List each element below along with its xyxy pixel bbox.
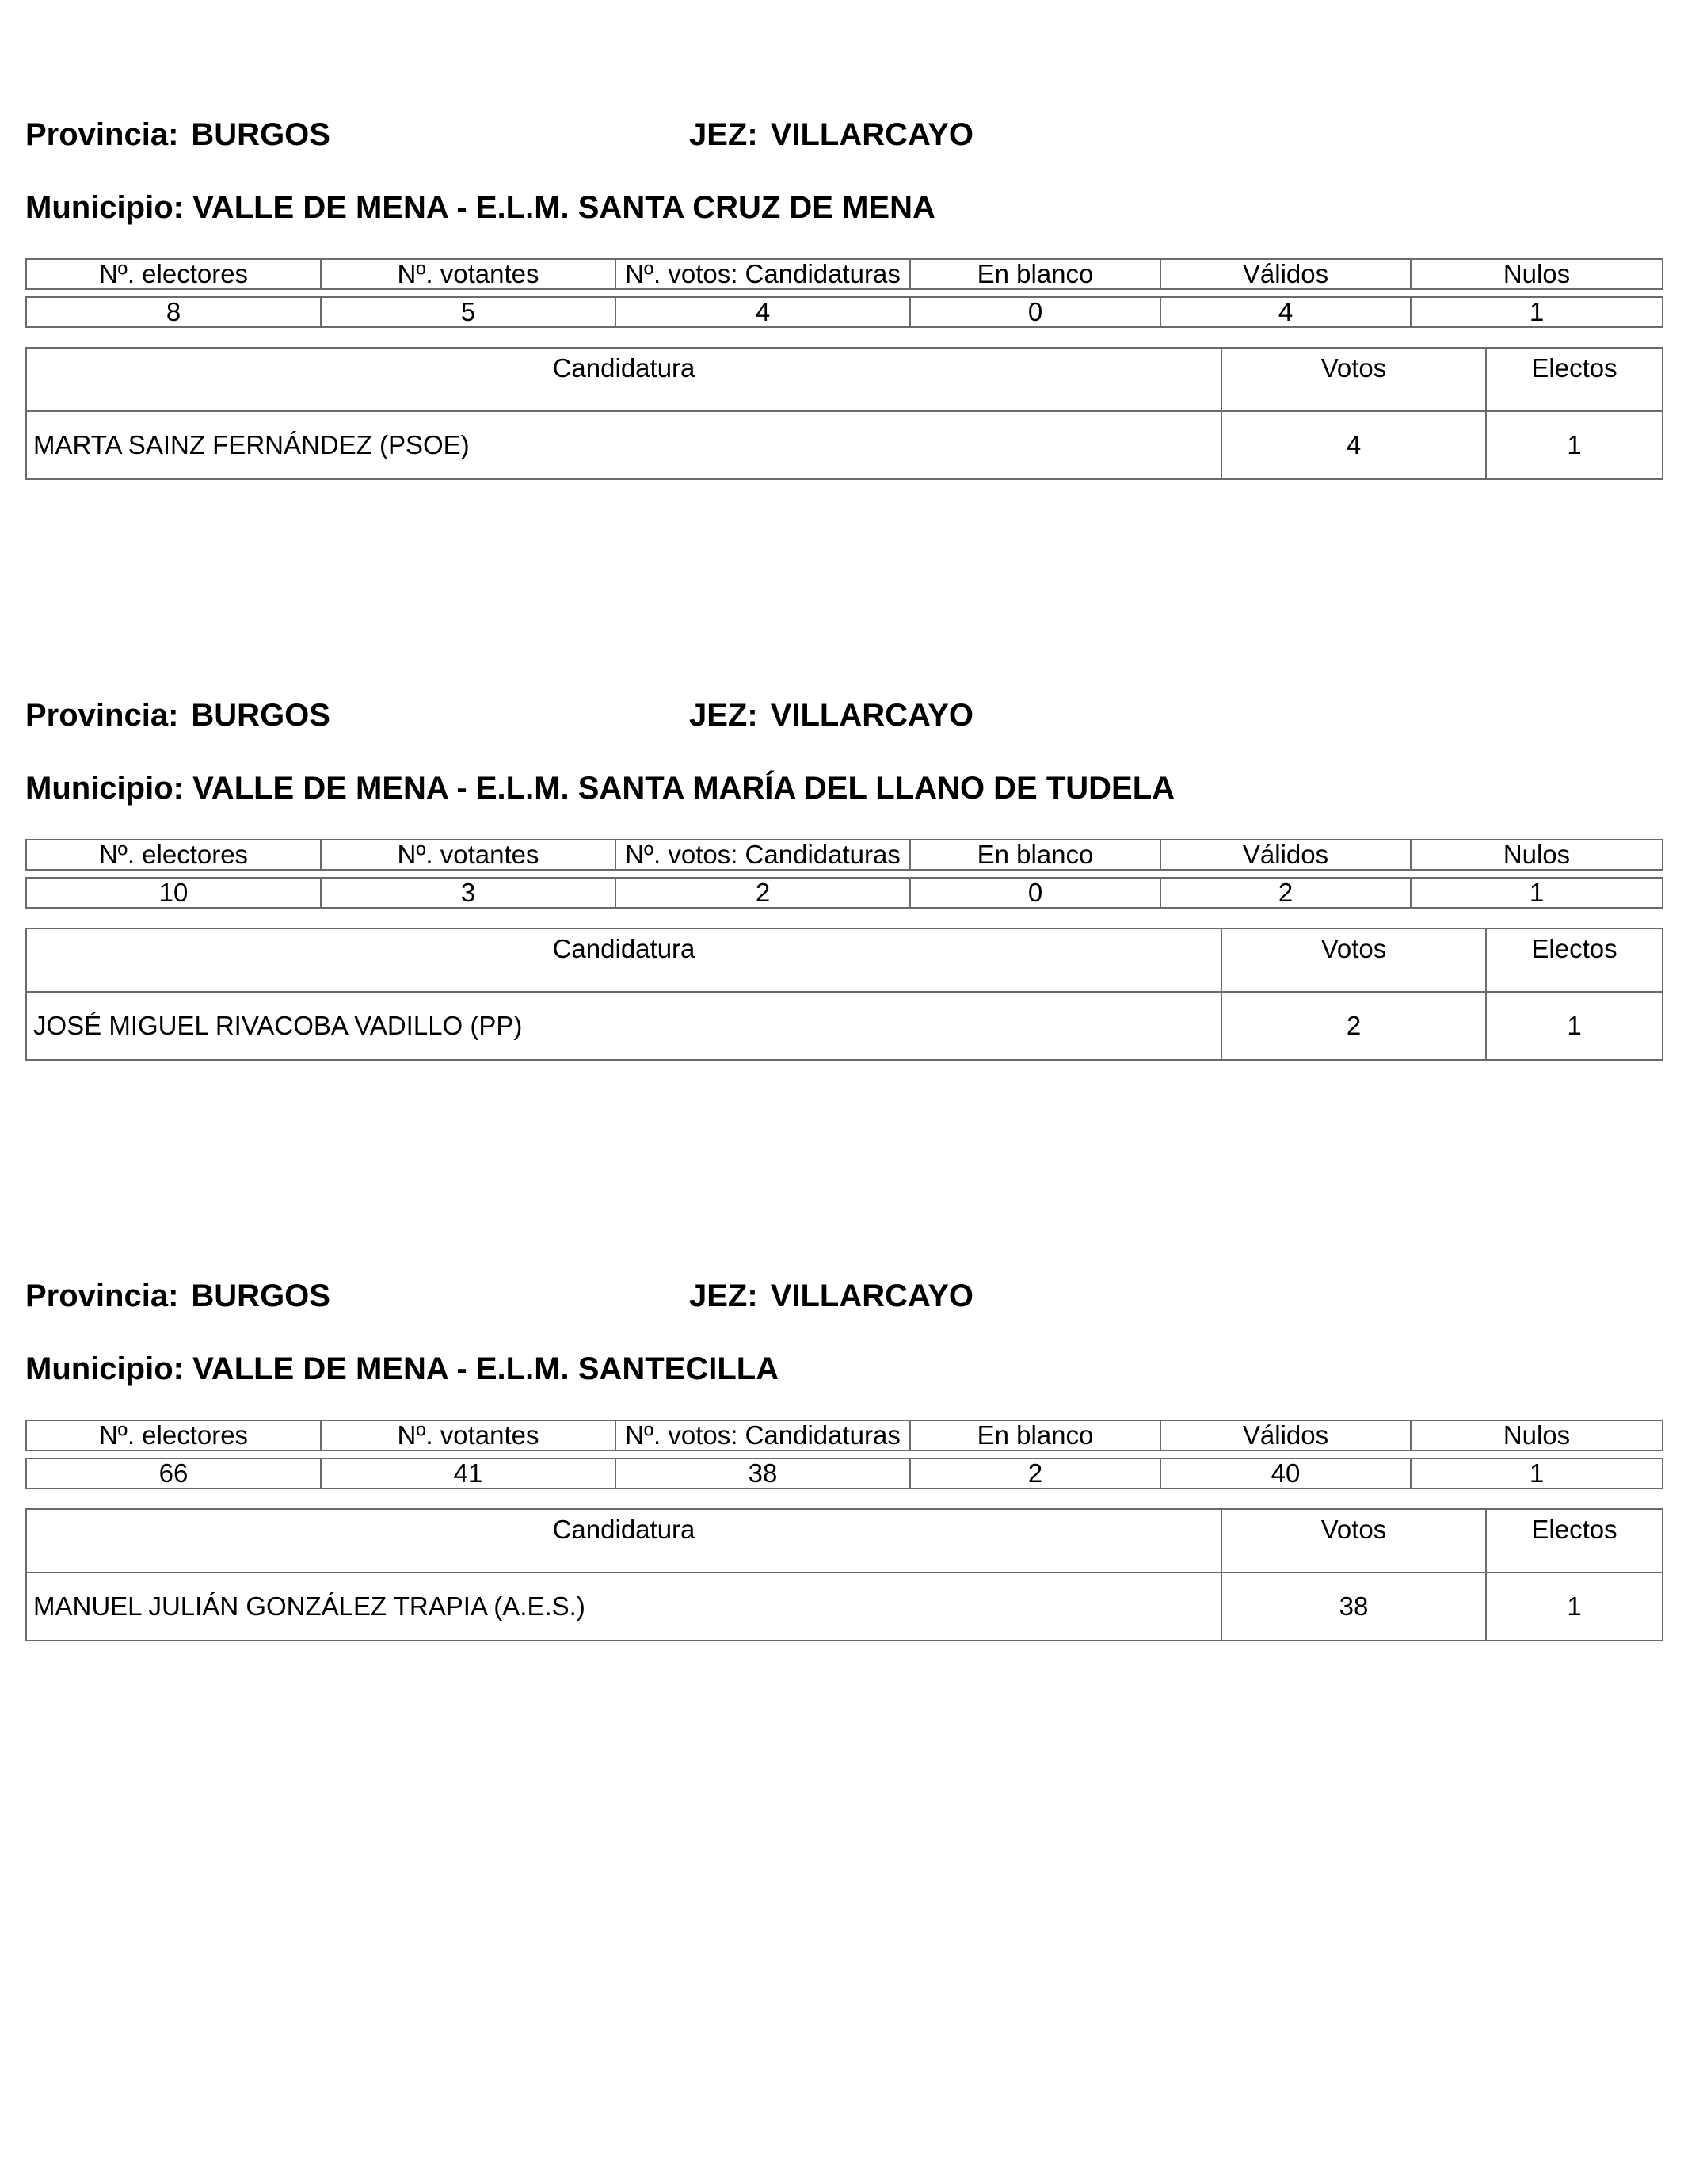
candidate-votos: 4	[1221, 411, 1486, 479]
candidatura-header: Candidatura	[26, 348, 1221, 411]
stats-value-cell: 8	[26, 297, 321, 327]
stats-header-cell: Nulos	[1411, 840, 1663, 870]
jez-label: JEZ:	[689, 117, 758, 152]
provincia-value: BURGOS	[191, 117, 330, 152]
candidate-name: MANUEL JULIÁN GONZÁLEZ TRAPIA (A.E.S.)	[26, 1572, 1221, 1641]
candidatura-header-row	[26, 1509, 1663, 1572]
stats-table	[25, 839, 1663, 909]
jez-line	[689, 117, 973, 152]
municipio-value: VALLE DE MENA - E.L.M. SANTA MARÍA DEL LLANO DE TUDELA	[192, 771, 1175, 806]
stats-header-cell: Nº. votantes	[321, 1420, 615, 1450]
stats-value-cell: 10	[26, 878, 321, 908]
votos-header: Votos	[1221, 928, 1486, 992]
provincia-label: Provincia:	[25, 1279, 179, 1313]
stats-header-cell: Nº. votantes	[321, 840, 615, 870]
candidate-electos: 1	[1486, 1572, 1663, 1641]
candidatura-row	[26, 1572, 1663, 1641]
stats-header-cell: En blanco	[910, 1420, 1160, 1450]
stats-header-cell: En blanco	[910, 840, 1160, 870]
candidate-electos: 1	[1486, 411, 1663, 479]
candidate-electos: 1	[1486, 992, 1663, 1060]
candidate-votos: 38	[1221, 1572, 1486, 1641]
stats-header-cell: Nº. votantes	[321, 259, 615, 289]
stats-value-cell: 1	[1411, 1458, 1663, 1488]
stats-header-cell: Nº. votos: Candidaturas	[615, 840, 910, 870]
stats-header-cell: Válidos	[1160, 1420, 1411, 1450]
municipio-value: VALLE DE MENA - E.L.M. SANTA CRUZ DE MENA	[192, 190, 935, 225]
candidatura-table	[25, 347, 1663, 480]
stats-header-cell: En blanco	[910, 259, 1160, 289]
provincia-label: Provincia:	[25, 698, 179, 733]
candidatura-row	[26, 411, 1663, 479]
provincia-line	[25, 698, 330, 733]
electos-header: Electos	[1486, 348, 1663, 411]
stats-value-cell: 2	[1160, 878, 1411, 908]
jez-value: VILLARCAYO	[770, 117, 974, 152]
stats-value-cell: 4	[615, 297, 910, 327]
stats-header-cell: Válidos	[1160, 259, 1411, 289]
stats-header-cell: Nº. electores	[26, 1420, 321, 1450]
candidatura-header: Candidatura	[26, 1509, 1221, 1572]
candidatura-header-row	[26, 928, 1663, 992]
stats-value-row	[26, 878, 1663, 908]
provincia-value: BURGOS	[191, 1279, 330, 1313]
stats-value-cell: 1	[1411, 878, 1663, 908]
stats-table	[25, 1420, 1663, 1489]
candidatura-table	[25, 928, 1663, 1061]
municipio-line	[25, 771, 1175, 806]
electos-header: Electos	[1486, 928, 1663, 992]
results-section-1	[25, 117, 1662, 497]
stats-value-cell: 40	[1160, 1458, 1411, 1488]
stats-header-cell: Nulos	[1411, 259, 1663, 289]
results-section-3	[25, 1279, 1662, 1659]
stats-value-cell: 41	[321, 1458, 615, 1488]
votos-header: Votos	[1221, 348, 1486, 411]
provincia-line	[25, 1279, 330, 1313]
stats-header-cell: Nº. votos: Candidaturas	[615, 1420, 910, 1450]
provincia-label: Provincia:	[25, 117, 179, 152]
stats-value-cell: 5	[321, 297, 615, 327]
stats-value-cell: 66	[26, 1458, 321, 1488]
votos-header: Votos	[1221, 1509, 1486, 1572]
provincia-value: BURGOS	[191, 698, 330, 733]
candidatura-row	[26, 992, 1663, 1060]
candidate-votos: 2	[1221, 992, 1486, 1060]
stats-value-cell: 1	[1411, 297, 1663, 327]
municipio-label: Municipio:	[25, 1351, 184, 1386]
stats-value-cell: 4	[1160, 297, 1411, 327]
stats-header-row	[26, 1420, 1663, 1450]
municipio-line	[25, 190, 935, 225]
candidate-name: JOSÉ MIGUEL RIVACOBA VADILLO (PP)	[26, 992, 1221, 1060]
candidatura-header: Candidatura	[26, 928, 1221, 992]
municipio-line	[25, 1351, 779, 1386]
jez-value: VILLARCAYO	[770, 1279, 974, 1313]
candidatura-header-row	[26, 348, 1663, 411]
stats-value-cell: 38	[615, 1458, 910, 1488]
stats-header-cell: Nulos	[1411, 1420, 1663, 1450]
stats-header-row	[26, 259, 1663, 289]
provincia-line	[25, 117, 330, 152]
stats-header-cell: Válidos	[1160, 840, 1411, 870]
jez-value: VILLARCAYO	[770, 698, 974, 733]
stats-value-cell: 0	[910, 297, 1160, 327]
municipio-label: Municipio:	[25, 190, 184, 225]
stats-header-row	[26, 840, 1663, 870]
stats-value-cell: 2	[910, 1458, 1160, 1488]
stats-value-row	[26, 1458, 1663, 1488]
stats-header-cell: Nº. electores	[26, 259, 321, 289]
jez-label: JEZ:	[689, 698, 758, 733]
jez-line	[689, 698, 973, 733]
stats-table	[25, 258, 1663, 328]
candidatura-table	[25, 1508, 1663, 1641]
stats-header-cell: Nº. votos: Candidaturas	[615, 259, 910, 289]
municipio-label: Municipio:	[25, 771, 184, 806]
stats-header-cell: Nº. electores	[26, 840, 321, 870]
electos-header: Electos	[1486, 1509, 1663, 1572]
stats-value-cell: 3	[321, 878, 615, 908]
stats-value-row	[26, 297, 1663, 327]
stats-value-cell: 2	[615, 878, 910, 908]
candidate-name: MARTA SAINZ FERNÁNDEZ (PSOE)	[26, 411, 1221, 479]
jez-label: JEZ:	[689, 1279, 758, 1313]
stats-value-cell: 0	[910, 878, 1160, 908]
results-section-2	[25, 698, 1662, 1078]
municipio-value: VALLE DE MENA - E.L.M. SANTECILLA	[192, 1351, 779, 1386]
jez-line	[689, 1279, 973, 1313]
